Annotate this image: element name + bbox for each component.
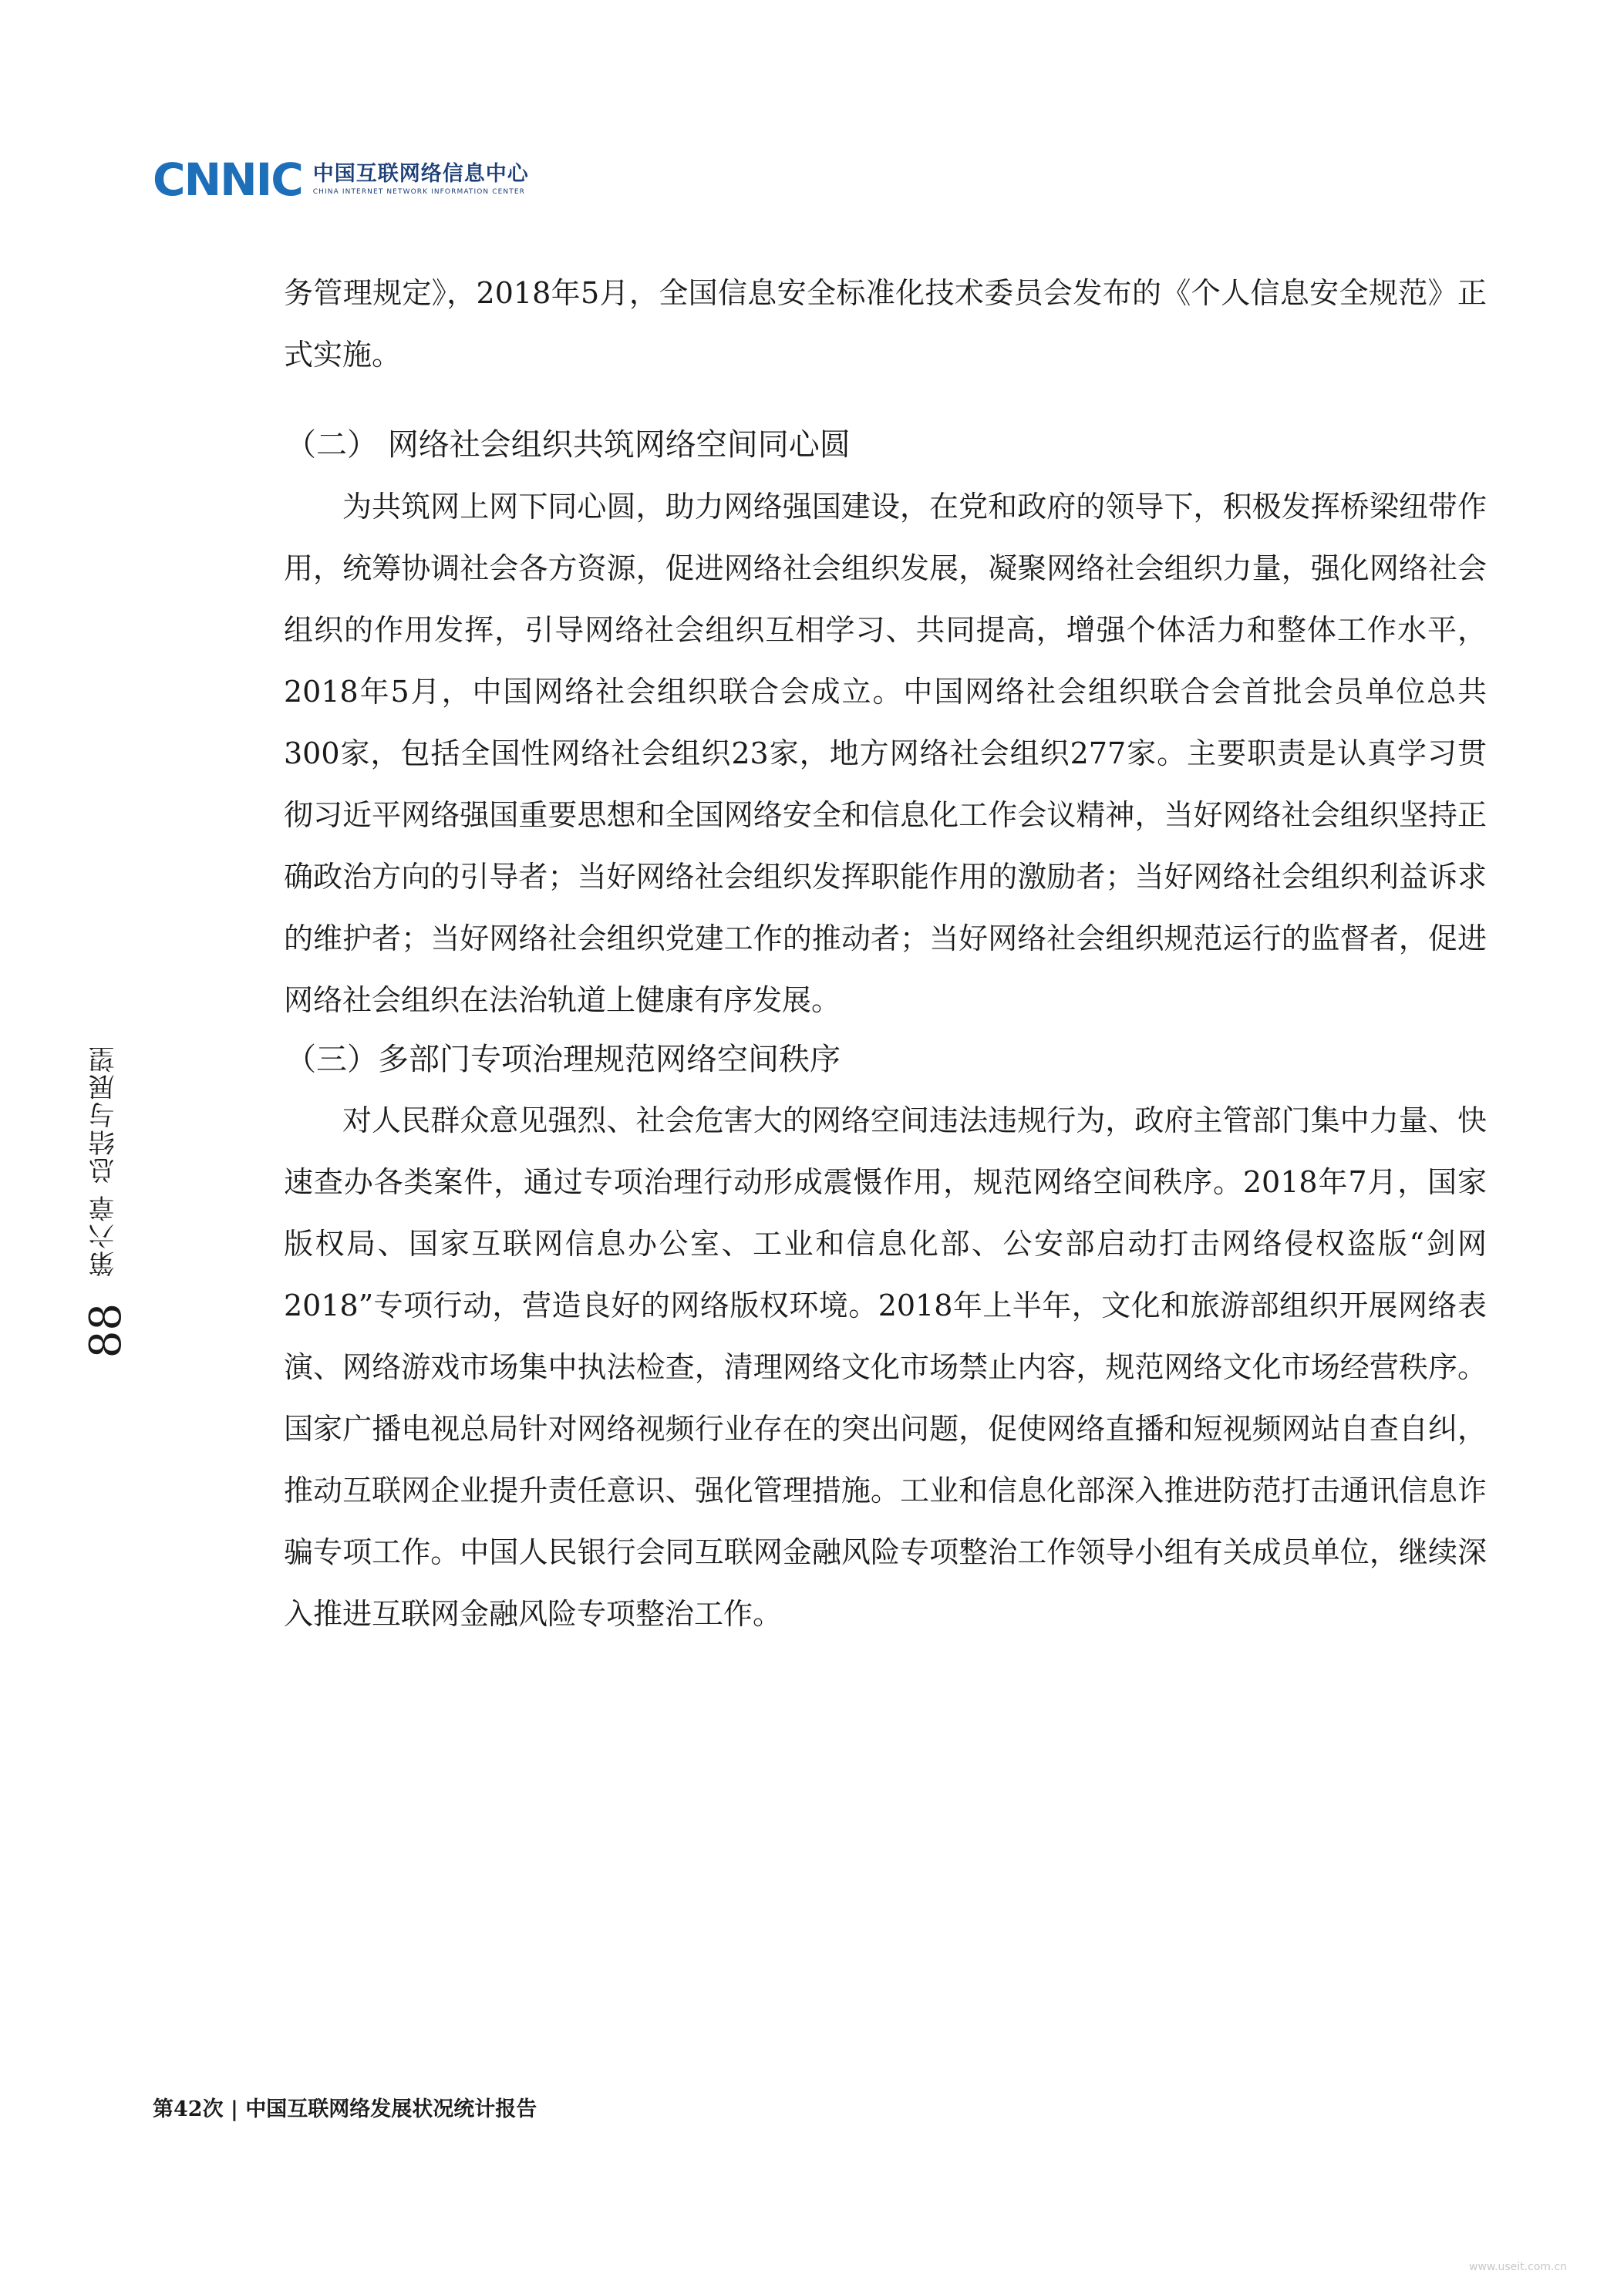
watermark: www.useit.com.cn — [1469, 2261, 1568, 2273]
cnnic-logo: CNNIC — [153, 153, 302, 206]
org-name — [313, 163, 529, 197]
page-footer: 第42次 | 中国互联网络发展状况统计报告 — [153, 2097, 537, 2121]
paragraph-3: 对人民群众意见强烈、社会危害大的网络空间违法违规行为，政府主管部门集中力量、快速查办各类案件，通过专项治理行动形成震慑作用，规范网络空间秩序。2018年7月，国家版权局、国家互联网信息办公室、工业和信息化部、公安部启动打击网络侵权盗版“剑网2018”专项行动，营造良好的网络版权环境。2018年上半年，文化和旅游部组织开展网络表演、网络游戏市场集中执法检查，清理网络文化市场禁止内容，规范网络文化市场经营秩序。国家广播电视总局针对网络视频行业存在的突出问题，促使网络直播和短视频网站自查自纠，推动互联网企业提升责任意识、强化管理措施。工业和信息化部深入推进防范打击通讯信息诈骗专项工作。中国人民银行会同互联网金融风险专项整治工作领导小组有关成员单位，继续深入推进互联网金融风险专项整治工作。 — [284, 1103, 1487, 1631]
section-heading-2: （二） 网络社会组织共筑网络空间同心圆 — [285, 427, 851, 463]
chapter-label: 第六章 总结与展望 — [89, 1045, 120, 1277]
paragraph-2: 为共筑网上网下同心圆，助力网络强国建设，在党和政府的领导下，积极发挥桥梁纽带作用，统筹协调社会各方资源，促进网络社会组织发展，凝聚网络社会组织力量，强化网络社会组织的作用发挥，引导网络社会组织互相学习、共同提高，增强个体活力和整体工作水平，2018年5月，中国网络社会组织联合会成立。中国网络社会组织联合会首批会员单位总共300家，包括全国性网络社会组织23家，地方网络社会组织277家。主要职责是认真学习贯彻习近平网络强国重要思想和全国网络安全和信息化工作会议精神，当好网络社会组织坚持正确政治方向的引导者；当好网络社会组织发挥职能作用的激励者；当好网络社会组织利益诉求的维护者；当好网络社会组织党建工作的推动者；当好网络社会组织规范运行的监督者，促进网络社会组织在法治轨道上健康有序发展。 — [284, 490, 1487, 1017]
page-number: 88 — [81, 1303, 131, 1359]
org-name-en: CHINA INTERNET NETWORK INFORMATION CENTER — [312, 188, 525, 196]
org-name-cn: 中国互联网络信息中心 — [312, 162, 529, 186]
page-header — [153, 153, 529, 206]
section-heading-3: （三）多部门专项治理规范网络空间秩序 — [285, 1042, 841, 1077]
paragraph-1: 务管理规定》，2018年5月，全国信息安全标准化技术委员会发布的《个人信息安全规范》正式实施。 — [284, 276, 1487, 372]
